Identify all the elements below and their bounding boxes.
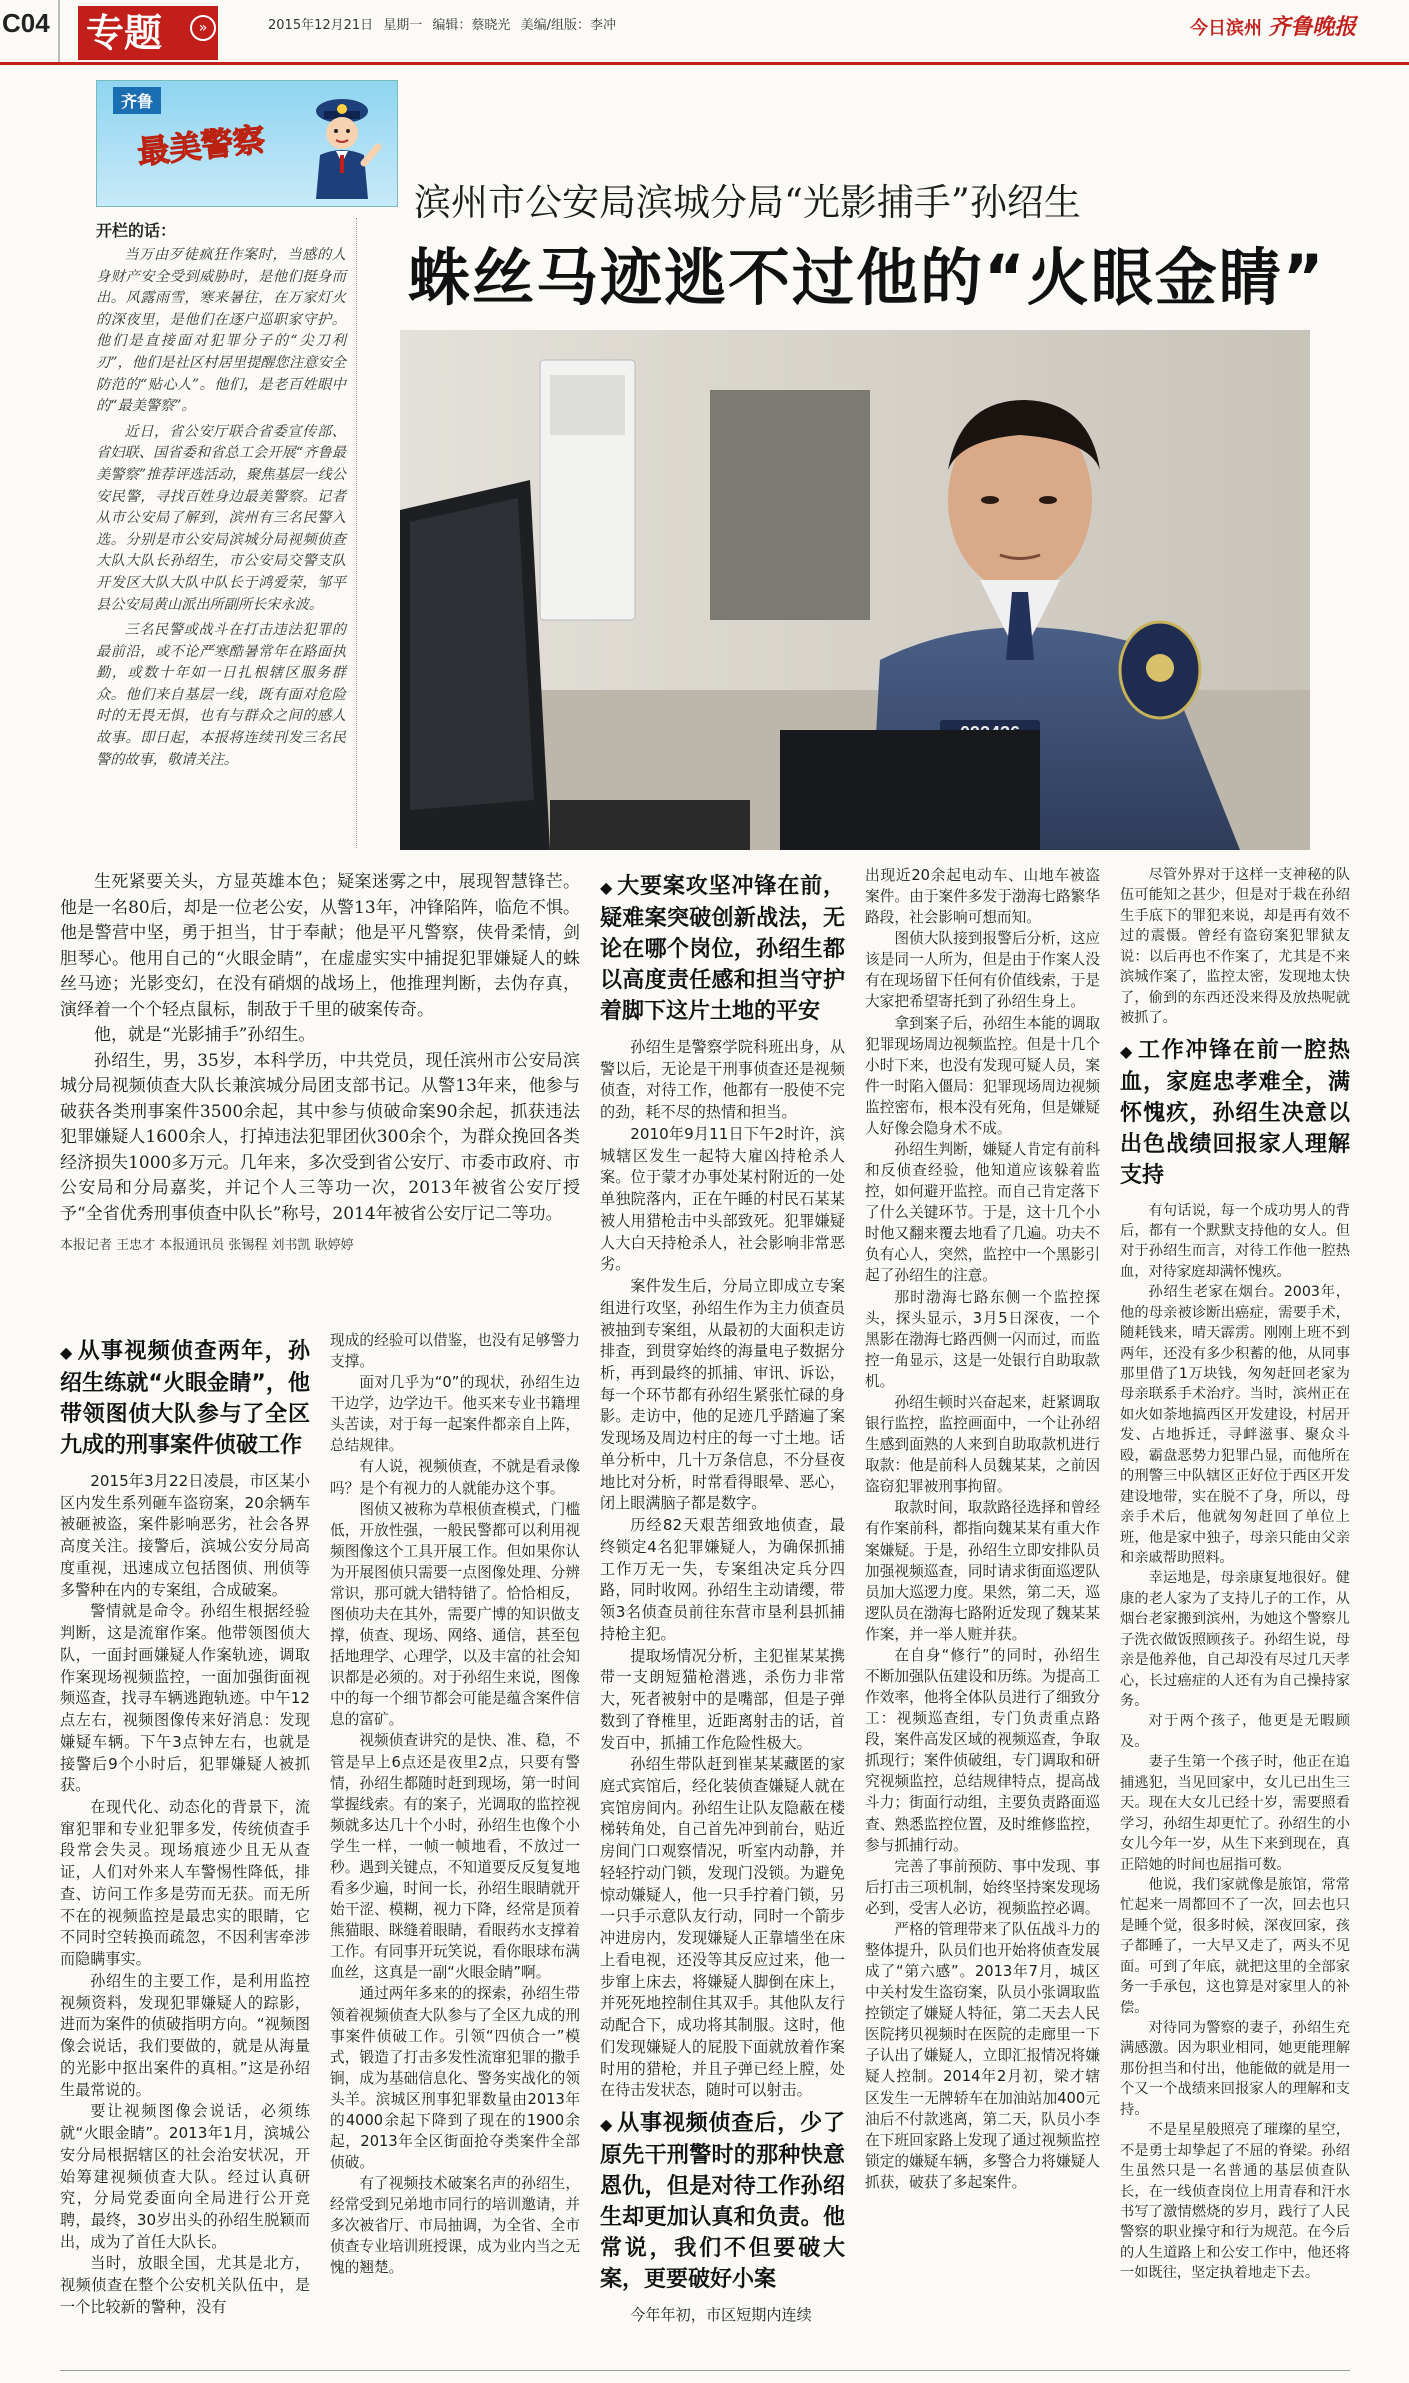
- body-paragraph: 不是星星般照亮了璀璨的星空，不是勇士却挚起了不屈的脊梁。孙绍生虽然只是一名普通的基层侦查队长，在一线侦查岗位上用青春和汗水书写了激情燃烧的岁月，践行了人民警察的职业操守和行为规范。在今后的人生道路上和公安工作中，他还将一如既往，坚定执着地走下去。: [1120, 2122, 1350, 2282]
- column-4: [865, 865, 1100, 2193]
- officer-photo-illustration: [400, 330, 1310, 850]
- masthead-brand: 齐鲁晚报: [1268, 14, 1357, 40]
- body-paragraph: 通过两年多来的的探索，孙绍生带领着视频侦查大队参与了全区九成的刑事案件侦破工作。引领“四侦合一”模式，锻造了打击多发性流窜犯罪的撒手锏，成为基础信息化、警务实战化的领头羊。滨城区刑事犯罪数量由2013年的4000余起下降到了现在的1900余起，2013年全区街面抢夺类案件全部侦破。: [330, 1985, 580, 2172]
- police-cartoon-icon: [302, 89, 382, 199]
- body-paragraph: 孙绍生顿时兴奋起来，赶紧调取银行监控，监控画面中，一个让孙绍生感到面熟的人来到自助取款机进行取款：他是前科人员魏某某，之前因盗窃犯罪被刑事拘留。: [865, 1393, 1100, 1496]
- header-rule: [0, 62, 1409, 65]
- body-paragraph: 有句话说，每一个成功男人的背后，都有一个默默支持他的女人。但对于孙绍生而言，对待工作他一腔热血，对待家庭却满怀愧疚。: [1120, 1202, 1350, 1280]
- page-header: [0, 0, 1409, 62]
- body-paragraph: 孙绍生判断，嫌疑人肯定有前科和反侦查经验，他知道应该躲着监控，如何避开监控。而自己肯定落下了什么关键环节。于是，这十几个小时他又翻来覆去地看了几遍。功夫不负有心人，突然，监控中一个黑影引起了孙绍生的注意。: [865, 1141, 1100, 1285]
- subhead-text: 大要案攻坚冲锋在前，疑难案突破创新战法，无论在哪个岗位，孙绍生都以高度责任感和担当守护着脚下这片土地的平安: [600, 874, 845, 1024]
- article-lead: [60, 870, 580, 1257]
- column-1: [60, 1330, 310, 2319]
- chevron-right-icon: »: [190, 15, 216, 41]
- body-paragraph: 完善了事前预防、事中发现、事后打击三项机制，始终坚持案发现场必到，受害人必访，视频监控必调。: [865, 1857, 1100, 1917]
- edition-info: 2015年12月21日 星期一 编辑：蔡晓光 美编/组版：李冲: [268, 18, 616, 33]
- lead-paragraph: 孙绍生，男，35岁，本科学历，中共党员，现任滨州市公安局滨城分局视频侦查大队长兼滨城分局团支部书记。从警13年来，他参与破获各类刑事案件3500余起，其中参与侦破命案90余起，抓获违法犯罪嫌疑人1600余人，打掉违法犯罪团伙300余个，为群众挽回各类经济损失1000多万元。几年来，多次受到省公安厅、市委市政府、市公安局和分局嘉奖，并记个人三等功一次，2013年被省公安厅授予“全省优秀刑事侦查中队长”称号，2014年被省公安厅记二等功。: [60, 1050, 580, 1224]
- article-subtitle: 滨州市公安局滨城分局“光影捕手”孙绍生: [414, 181, 1081, 224]
- masthead-prefix: 今日滨州: [1190, 18, 1262, 39]
- masthead: [1190, 10, 1356, 41]
- intro-label: 开栏的话：: [96, 221, 177, 240]
- subhead-text: 工作冲锋在前一腔热血，家庭忠孝难全，满怀愧疚，孙绍生决意以出色战绩回报家人理解支持: [1120, 1037, 1350, 1188]
- body-paragraph: 孙绍生是警察学院科班出身，从警以后，无论是干刑事侦查还是视频侦查，对待工作，他都有一股使不完的劲，耗不尽的热情和担当。: [600, 1038, 845, 1122]
- body-paragraph: 出现近20余起电动车、山地车被盗案件。由于案件多发于渤海七路繁华路段，社会影响可想而知。: [865, 867, 1100, 927]
- body-paragraph: 案件发生后，分局立即成立专案组进行攻坚，孙绍生作为主力侦查员被抽到专案组，从最初的大面积走访排查，到贯穿始终的海量电子数据分析，再到最终的抓捕、审讯、诉讼，每一个环节都有孙绍生紧张忙碌的身影。走访中，他的足迹几乎踏遍了案发现场及周边村庄的每一寸土地。话单分析中，几十万条信息，不分昼夜地比对分析，时常看得眼晕、恶心，闭上眼满脑子都是数字。: [600, 1277, 845, 1513]
- body-paragraph: 尽管外界对于这样一支神秘的队伍可能知之甚少，但是对于栽在孙绍生手底下的罪犯来说，却是再有效不过的震慑。曾经有盗窃案犯罪狱友说：以后再也不作案了，尤其是不来滨城作案了，监控太密，发现地太快了，偷到的东西还没来得及放热呢就被抓了。: [1120, 867, 1350, 1027]
- body-paragraph: 要让视频图像会说话，必须练就“火眼金睛”。2013年1月，滨城公安分局根据辖区的社会治安状况，开始筹建视频侦查大队。经过认真研究，分局党委面向全局进行公开竞聘，最终，30岁出头的孙绍生脱颖而出，成为了首任大队长。: [60, 2102, 310, 2251]
- body-paragraph: 今年年初，市区短期内连续: [630, 2305, 812, 2324]
- body-paragraph: 幸运地是，母亲康复地很好。健康的老人家为了支持儿子的工作，从烟台老家搬到滨州，为她这个警察儿子洗衣做饭照顾孩子。孙绍生说，母亲是他养他，自己却没有尽过几天孝心，长过癌症的人还有为自己操持家务。: [1120, 1570, 1350, 1709]
- body-paragraph: 孙绍生带队赶到崔某某藏匿的家庭式宾馆后，经化装侦查嫌疑人就在宾馆房间内。孙绍生让队友隐蔽在楼梯转角处，自己首先冲到前台，贴近房间门口观察情况，听室内动静，并轻轻拧动门锁，发现门没锁。为避免惊动嫌疑人，他一只手拧着门锁，另一只手示意队友行动，同时一个箭步冲进房内，发现嫌疑人正靠墙坐在床上看电视，还没等其反应过来，他一步窜上床去，将嫌疑人脚倒在床上，并死死地控制住其双手。其他队友行动配合下，成功将其制服。这时，他们发现嫌疑人的屁股下面就放着作案时用的猎枪，并且子弹已经上膛，处在待击发状态，随时可以射击。: [600, 1755, 845, 2100]
- body-paragraph: 现成的经验可以借鉴，也没有足够警力支撑。: [330, 1332, 580, 1371]
- intro-paragraph: 三名民警或战斗在打击违法犯罪的最前沿，或不论严寒酷暑常年在路面执勤，或数十年如一日扎根辖区服务群众。他们来自基层一线，既有面对危险时的无畏无惧，也有与群众之间的感人故事。即日起，本报将连续刊发三名民警的故事，敬请关注。: [96, 622, 346, 768]
- body-paragraph: 他说，我们家就像是旅馆，常常忙起来一周都回不了一次，回去也只是睡个觉，很多时候，深夜回家，孩子都睡了，一大早又走了，两头不见面。可到了年底，就把这里的全部家务一手承包，这也算是对家里人的补偿。: [1120, 1876, 1350, 2016]
- subhead-text: 从事视频侦查两年，孙绍生练就“火眼金睛”，他带领图侦大队参与了全区九成的刑事案件侦破工作: [60, 1339, 310, 1458]
- body-paragraph: 在现代化、动态化的背景下，流窜犯罪和专业犯罪多发，传统侦查手段常会失灵。现场痕迹少且无从查证，人们对外来人车警惕性降低，排查、访问工作多是劳而无获。而无所不在的视频监控是最忠实的眼睛，它不同时空转换而疏忽，不因利害牵涉而隐瞒事实。: [60, 1798, 310, 1969]
- lead-paragraph: 生死紧要关头，方显英雄本色；疑案迷雾之中，展现智慧锋芒。他是一名80后，却是一位老公安，从警13年，冲锋陷阵，临危不惧。他是警营中坚，勇于担当，甘于奉献；他是平凡警察，侠骨柔情，剑胆琴心。他用自己的“火眼金睛”，在虚虚实实中捕捉犯罪嫌疑人的蛛丝马迹；光影变幻，在没有硝烟的战场上，他推理判断，去伪存真，演绎着一个个轻点鼠标，制敌于千里的破案传奇。: [60, 872, 580, 1020]
- column-2: [330, 1330, 580, 2279]
- column-logo-sub: 齐鲁: [113, 87, 161, 114]
- body-paragraph: 视频侦查讲究的是快、准、稳，不管是早上6点还是夜里2点，只要有警情，孙绍生都随时赶到现场，第一时间掌握线索。有的案子，光调取的监控视频就多达几十个小时，孙绍生也像个小学生一样，一帧一帧地看，不放过一秒。遇到关键点，不知道要反反复复地看多少遍，时间一长，孙绍生眼睛就开始干涩、模糊，视力下降，经常是顶着熊猫眼、眯缝着眼睛，看眼药水支撑着工作。有同事开玩笑说，看你眼球布满血丝，这真是一副“火眼金睛”啊。: [330, 1732, 580, 1982]
- body-paragraph: 取款时间，取款路径选择和曾经有作案前科，都指向魏某某有重大作案嫌疑。于是，孙绍生立即安排队员加强视频巡查，同时请求街面巡逻队员加大巡逻力度。果然，第二天，巡逻队员在渤海七路附近发现了魏某某作案，并一举人赃并获。: [865, 1499, 1100, 1643]
- body-paragraph: 警情就是命令。孙绍生根据经验判断，这是流窜作案。他带领图侦大队，一面封画嫌疑人作案轨迹，调取作案现场视频监控，一面加强街面视频巡查，找寻车辆逃跑轨迹。中午12点左右，视频图像传来好消息：发现嫌疑车辆。下午3点钟左右，也就是接警后9个小时后，犯罪嫌疑人被抓获。: [60, 1602, 310, 1795]
- section-subhead: [600, 871, 845, 1027]
- header-divider: [58, 0, 60, 62]
- body-paragraph: 面对几乎为“0”的现状，孙绍生边干边学，边学边干。他买来专业书籍埋头苦读，对于每一起案件都亲自上阵，总结规律。: [330, 1374, 580, 1455]
- body-paragraph: 2015年3月22日凌晨，市区某小区内发生系列砸车盗窃案，20余辆车被砸被盗，案件影响恶劣，社会各界高度关注。接警后，滨城公安分局高度重视，迅速成立包括图侦、刑侦等多警种在内的专案组，合成破案。: [60, 1472, 310, 1599]
- body-paragraph: 图侦又被称为草根侦查模式，门槛低，开放性强，一般民警都可以利用视频图像这个工具开展工作。但如果你认为开展图侦只需要一点图像处理、分辨常识，那可就大错特错了。恰恰相反，图侦功夫在其外，需要广博的知识做支撑，侦查、现场、网络、通信，甚至包括地理学、心理学，以及丰富的社会知识都是必须的。对于孙绍生来说，图像中的每一个细节都会可能是蕴含案件信息的富矿。: [330, 1500, 580, 1729]
- intro-column: [96, 218, 357, 848]
- lead-paragraph: 他，就是“光影捕手”孙绍生。: [94, 1025, 316, 1045]
- intro-paragraph: 当万由歹徒疯狂作案时，当感的人身财产安全受到威胁时，是他们挺身而出。风露雨雪，寒来暑往，在万家灯火的深夜里，是他们在逐户巡职家守护。他们是直接面对犯罪分子的“尖刀利刃”，他们是社区村居里提醒您注意安全防范的“贴心人”。他们，是老百姓眼中的“最美警察”。: [96, 247, 346, 415]
- article-photo: [400, 330, 1310, 850]
- section-label: 专题: [86, 10, 163, 55]
- intro-paragraph: 近日，省公安厅联合省委宣传部、省妇联、国省委和省总工会开展“齐鲁最美警察”推荐评选活动，聚焦基层一线公安民警，寻找百姓身边最美警察。记者从市公安局了解到，滨州有三名民警入选。分别是市公安局滨城分局视频侦查大队大队长孙绍生，市公安局交警支队开发区大队大队中队长于鸿爱荣，邹平县公安局黄山派出所副所长宋永波。: [96, 423, 346, 613]
- body-paragraph: 提取场情况分析，主犯崔某某携带一支朗短猫枪潜逃，杀伤力非常大，死者被射中的是嘴部，但是子弹数到了脊椎里，近距离射击的话，首发百中，抓捕工作危险性极大。: [600, 1646, 845, 1752]
- body-paragraph: 妻子生第一个孩子时，他正在追捕逃犯，当见回家中，女儿已出生三天。现在大女儿已经十岁，需要照看学习，孙绍生却更忙了。孙绍生的小女儿今年一岁，从生下来到现在，真正陪她的时间也屈指可数。: [1120, 1754, 1350, 1873]
- body-paragraph: 对待同为警察的妻子，孙绍生充满感激。因为职业相同，她更能理解那份担当和付出，他能做的就是用一个又一个战绩来回报家人的理解和支持。: [1120, 2020, 1350, 2118]
- body-paragraph: 孙绍生老家在烟台。2003年，他的母亲被诊断出癌症，需要手术，随耗钱来，晴天霹雳。刚刚上班不到两年，还没有多少积蓄的他，从同事那里借了1万块钱，匆匆赶回老家为母亲联系手术治疗。当时，滨州正在如火如荼地搞西区开发建设，村居开发、占地拆迁，寻衅滋事、聚众斗殴，霸盘恶势力犯罪凸显，而他所在的刑警三中队辖区正好位于西区开发建设地带，实在脱不了身，所以，母亲手术后，他就匆匆赶回了单位上班，他是家中独子，母亲只能由父亲和亲戚帮助照料。: [1120, 1284, 1350, 1566]
- body-paragraph: 有人说，视频侦查，不就是看录像吗？是个有视力的人就能办这个事。: [330, 1458, 580, 1497]
- section-subhead: [1120, 1035, 1350, 1191]
- column-5: [1120, 865, 1350, 2284]
- column-logo-title: 最美警察: [135, 120, 267, 172]
- section-subhead: [60, 1336, 310, 1461]
- body-paragraph: 对于两个孩子，他更是无暇顾及。: [1120, 1713, 1350, 1750]
- body-paragraph: 拿到案子后，孙绍生本能的调取犯罪现场周边视频监控。但是十几个小时下来，也没有发现可疑人员，案件一时陷入僵局：犯罪现场周边视频监控密布，根本没有死角，但是嫌疑人好像会隐身术不成。: [865, 1014, 1100, 1137]
- diamond-icon: ◆: [1120, 1041, 1135, 1061]
- column-logo: [96, 80, 398, 207]
- column-3: [600, 865, 845, 2327]
- diamond-icon: ◆: [600, 2114, 614, 2134]
- diamond-icon: ◆: [60, 1343, 74, 1362]
- body-paragraph: 2010年9月11日下午2时许，滨城辖区发生一起特大雇凶持枪杀人案。位于蒙才办事处某村附近的一处单独院落内，正在午睡的村民石某某被人用猎枪击中头部致死。犯罪嫌疑人大白天持枪杀人，社会影响非常恶劣。: [600, 1124, 845, 1274]
- article-title: 蛛丝马迹逃不过他的“火眼金睛”: [408, 241, 1326, 314]
- body-paragraph: 严格的管理带来了队伍战斗力的整体提升，队员们也开始将侦查发展成了“第六感”。2013年7月，城区中关村发生盗窃案，队员小张调取监控锁定了嫌疑人特征，第二天去人民医院拷贝视频时在医院的走廊里一下子认出了嫌疑人，立即汇报情况将嫌疑人控制。2014年2月初，梁才辖区发生一无牌轿车在加油站加400元油后不付款逃离，第二天，队员小李在下班回家路上发现了通过视频监控锁定的嫌疑车辆，多警合力将嫌疑人抓获，破获了多起案件。: [865, 1920, 1100, 2191]
- body-paragraph: 那时渤海七路东侧一个监控探头，探头显示，3月5日深夜，一个黑影在渤海七路西侧一闪而过，而监控一角显示，这是一处银行自助取款机。: [865, 1288, 1100, 1390]
- body-paragraph: 孙绍生的主要工作，是利用监控视频资料，发现犯罪嫌疑人的踪影，进而为案件的侦破指明方向。“视频图像会说话，我们要做的，就是从海量的光影中抠出案件的真相。”这是孙绍生最常说的。: [60, 1971, 310, 2099]
- body-paragraph: 历经82天艰苦细致地侦查，最终锁定4名犯罪嫌疑人，为确保抓捕工作万无一失，专案组决定兵分四路，同时收网。孙绍生主动请缨，带领3名侦查员前往东营市垦利县抓捕持枪主犯。: [600, 1516, 845, 1643]
- section-subhead: [600, 2108, 845, 2295]
- diamond-icon: ◆: [600, 878, 614, 897]
- byline: 本报记者 王忠才 本报通讯员 张锡程 刘书凯 耿婷婷: [60, 1238, 354, 1253]
- body-paragraph: 有了视频技术破案名声的孙绍生，经常受到兄弟地市同行的培训邀请，并多次被省厅、市局抽调，为全省、全市侦查专业培训班授课，成为业内当之无愧的翘楚。: [330, 2175, 580, 2277]
- footer-rule: [60, 2370, 1350, 2371]
- body-paragraph: 图侦大队接到报警后分析，这应该是同一人所为，但是由于作案人没有在现场留下任何有价值线索，于是大家把希望寄托到了孙绍生身上。: [865, 930, 1100, 1011]
- body-paragraph: 当时，放眼全国，尤其是北方，视频侦查在整个公安机关队伍中，是一个比较新的警种，没有: [60, 2254, 310, 2316]
- body-paragraph: 在自身“修行”的同时，孙绍生不断加强队伍建设和历练。为提高工作效率，他将全体队员进行了细致分工：视频巡查组，专门负责重点路段，案件高发区域的视频巡查，争取抓现行；案件侦破组，专门调取和研究视频监控，总结规律特点，提高战斗力；街面行动组，主要负责路面巡查、熟悉监控位置，及时维修监控，参与抓捕行动。: [865, 1646, 1100, 1854]
- page-number: C04: [2, 8, 50, 38]
- subhead-text: 从事视频侦查后，少了原先干刑警时的那种快意恩仇，但是对待工作孙绍生却更加认真和负责。他常说，我们不但要破大案，更要破好小案: [600, 2110, 845, 2292]
